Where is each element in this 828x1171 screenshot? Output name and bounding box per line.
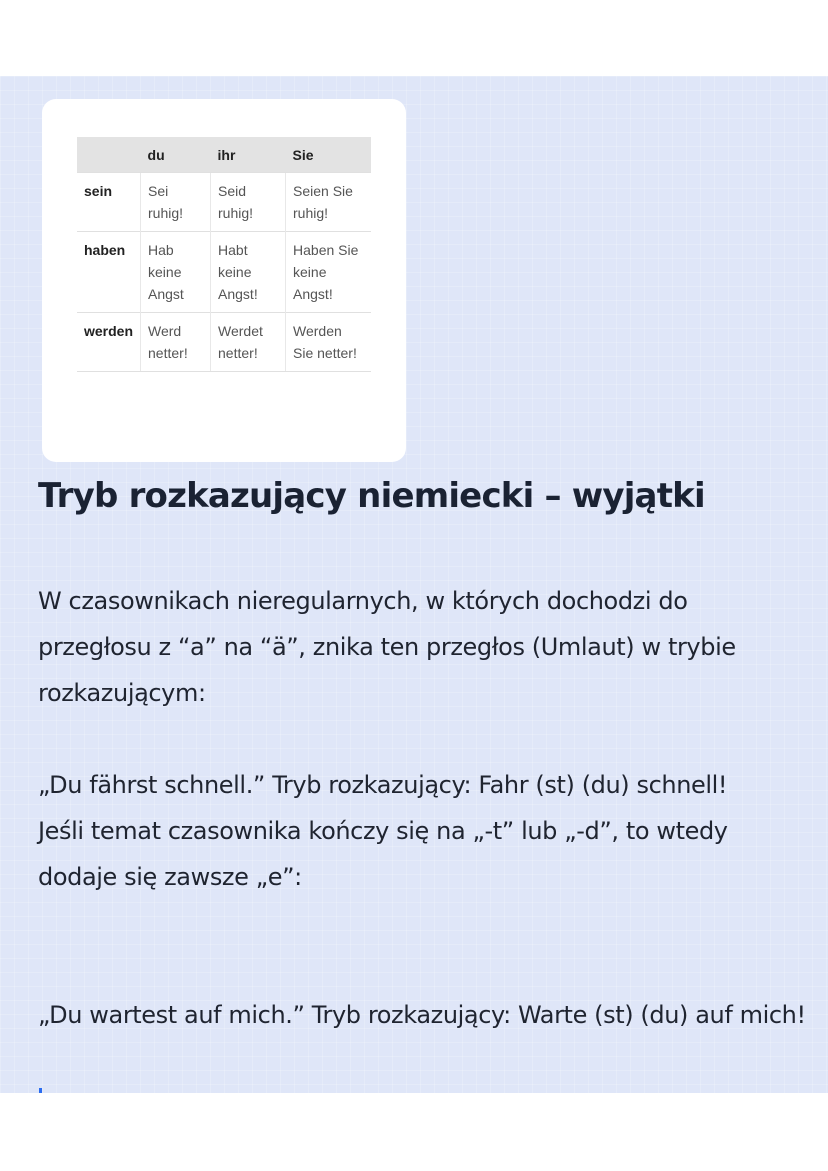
content-panel (0, 76, 828, 1093)
ihr-cell: Seid ruhig! (211, 173, 286, 232)
sie-cell: Werden Sie netter! (286, 313, 371, 372)
paragraph-example-warten: „Du wartest auf mich.” Tryb rozkazujący: Warte (st) (du) auf mich! (38, 1001, 806, 1029)
header-cell-sie: Sie (286, 137, 371, 173)
verb-cell: werden (77, 313, 141, 372)
imperative-conjugation-table (77, 137, 371, 372)
du-cell: Sei ruhig! (141, 173, 211, 232)
table-row (77, 232, 371, 313)
header-cell-du: du (141, 137, 211, 173)
section-title: Tryb rozkazujący niemiecki – wyjątki (38, 476, 705, 516)
verb-cell: sein (77, 173, 141, 232)
paragraph-umlaut-rule: W czasownikach nieregularnych, w których dochodzi do przegłosu z “a” na “ä”, znika ten przegłos (Umlaut) w trybie rozkazującym: (38, 587, 736, 707)
ihr-cell: Habt keine Angst! (211, 232, 286, 313)
ihr-cell: Werdet netter! (211, 313, 286, 372)
verb-cell: haben (77, 232, 141, 313)
conjugation-table-image (42, 99, 406, 462)
header-cell-empty (77, 137, 141, 173)
header-cell-ihr: ihr (211, 137, 286, 173)
paragraph-example-and-t-d-rule: „Du fährst schnell.” Tryb rozkazujący: Fahr (st) (du) schnell! Jeśli temat czasownika kończy się na „-t” lub „-d”, to wtedy dodaje się zawsze „e”: (38, 771, 728, 891)
sie-cell: Haben Sie keine Angst! (286, 232, 371, 313)
table-row (77, 313, 371, 372)
text-cursor (39, 1088, 42, 1093)
sie-cell: Seien Sie ruhig! (286, 173, 371, 232)
table-row (77, 173, 371, 232)
du-cell: Hab keine Angst (141, 232, 211, 313)
du-cell: Werd netter! (141, 313, 211, 372)
table-header-row (77, 137, 371, 173)
cut-off-text-line (60, 76, 620, 79)
